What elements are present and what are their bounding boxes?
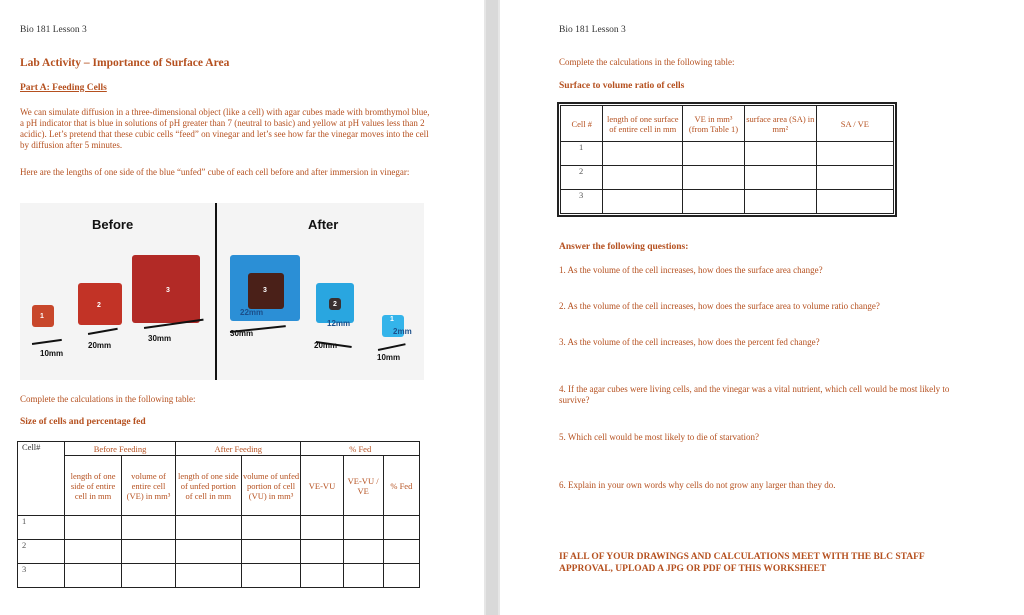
page-header: Bio 181 Lesson 3 bbox=[20, 25, 87, 35]
table-row bbox=[561, 142, 894, 166]
table-row bbox=[561, 190, 894, 214]
answer-cell[interactable] bbox=[65, 564, 122, 588]
answer-cell[interactable] bbox=[176, 516, 242, 540]
answer-cell[interactable] bbox=[816, 142, 893, 166]
answer-cell[interactable] bbox=[683, 142, 745, 166]
cube-number: 3 bbox=[263, 287, 267, 294]
page-divider bbox=[486, 0, 498, 615]
column-header: volume of unfed portion of cell (VU) in mm³ bbox=[241, 456, 301, 516]
cube-number: 1 bbox=[390, 316, 394, 323]
cell-number-header: Cell# bbox=[18, 442, 65, 516]
answer-cell[interactable] bbox=[816, 190, 893, 214]
row-number: 2 bbox=[561, 166, 603, 190]
dimension-line bbox=[32, 339, 62, 345]
question-1: 1. As the volume of the cell increases, how does the surface area change? bbox=[559, 265, 823, 275]
answer-cell[interactable] bbox=[301, 564, 343, 588]
table-row bbox=[18, 540, 420, 564]
table-row bbox=[18, 564, 420, 588]
closing-instruction: IF ALL OF YOUR DRAWINGS AND CALCULATIONS MEET WITH THE BLC STAFF APPROVAL, UPLOAD A JPG OR PDF OF THIS WORKSHEET bbox=[559, 552, 925, 574]
answer-cell[interactable] bbox=[176, 540, 242, 564]
column-header: % Fed bbox=[383, 456, 419, 516]
intro-paragraph: We can simulate diffusion in a three-dimensional object (like a cell) with agar cubes made with bromthymol blue, a pH indicator that is blue in solutions of pH greater than 7 (neutral to basic) and yellow at pH values less than 2 acidic). Let’s pretend that these cubic cells “feed” on vinegar and let’s see how far the vinegar moves into the cell by diffusion after 5 minutes. bbox=[20, 107, 430, 150]
answer-cell[interactable] bbox=[121, 516, 175, 540]
inner-dimension: 2mm bbox=[393, 327, 412, 336]
column-header: length of one side of unfed portion of cell in mm bbox=[176, 456, 242, 516]
dimension-line bbox=[88, 328, 118, 335]
answer-cell[interactable] bbox=[744, 142, 816, 166]
before-dimension: 20mm bbox=[88, 341, 112, 350]
inner-dimension: 22mm bbox=[240, 308, 264, 317]
after-label: After bbox=[308, 217, 339, 232]
answer-cell[interactable] bbox=[121, 564, 175, 588]
answer-cell[interactable] bbox=[65, 516, 122, 540]
questions-heading: Answer the following questions: bbox=[559, 242, 689, 252]
question-3: 3. As the volume of the cell increases, how does the percent fed change? bbox=[559, 337, 820, 347]
column-header: surface area (SA) in mm² bbox=[744, 106, 816, 142]
question-2: 2. As the volume of the cell increases, how does the surface area to volume ratio change? bbox=[559, 301, 880, 311]
column-header: VE-VU / VE bbox=[343, 456, 383, 516]
column-header: Cell # bbox=[561, 106, 603, 142]
before-feeding-header: Before Feeding bbox=[65, 442, 176, 456]
answer-cell[interactable] bbox=[683, 166, 745, 190]
answer-cell[interactable] bbox=[744, 166, 816, 190]
answer-cell[interactable] bbox=[816, 166, 893, 190]
answer-cell[interactable] bbox=[176, 564, 242, 588]
table-title: Size of cells and percentage fed bbox=[20, 417, 146, 427]
answer-cell[interactable] bbox=[343, 540, 383, 564]
after-dimension: 20mm bbox=[314, 341, 338, 350]
column-header: length of one surface of entire cell in mm bbox=[603, 106, 683, 142]
dimension-line bbox=[378, 343, 406, 350]
row-number: 3 bbox=[18, 564, 65, 588]
answer-cell[interactable] bbox=[603, 190, 683, 214]
size-table bbox=[17, 441, 420, 588]
cube-number: 1 bbox=[40, 313, 44, 320]
answer-cell[interactable] bbox=[343, 564, 383, 588]
page-title: Lab Activity – Importance of Surface Area bbox=[20, 57, 230, 69]
before-dimension: 10mm bbox=[40, 349, 64, 358]
question-5: 5. Which cell would be most likely to die of starvation? bbox=[559, 432, 760, 442]
table-row bbox=[561, 166, 894, 190]
part-heading: Part A: Feeding Cells bbox=[20, 83, 107, 93]
ratio-table bbox=[560, 105, 894, 214]
answer-cell[interactable] bbox=[383, 516, 419, 540]
answer-cell[interactable] bbox=[383, 564, 419, 588]
after-dimension: 30mm bbox=[230, 329, 254, 338]
cube-number: 2 bbox=[97, 302, 101, 309]
column-header: volume of entire cell (VE) in mm³ bbox=[121, 456, 175, 516]
answer-cell[interactable] bbox=[383, 540, 419, 564]
answer-cell[interactable] bbox=[65, 540, 122, 564]
answer-cell[interactable] bbox=[603, 166, 683, 190]
lengths-paragraph: Here are the lengths of one side of the blue “unfed” cube of each cell before and after immersion in vinegar: bbox=[20, 167, 410, 177]
cube-number: 2 bbox=[333, 301, 337, 308]
complete-instruction: Complete the calculations in the following table: bbox=[20, 394, 196, 404]
answer-cell[interactable] bbox=[301, 540, 343, 564]
question-6: 6. Explain in your own words why cells do not grow any larger than they do. bbox=[559, 480, 836, 490]
cube-number: 3 bbox=[166, 287, 170, 294]
left-page bbox=[0, 0, 484, 615]
page-header: Bio 181 Lesson 3 bbox=[559, 25, 626, 35]
row-number: 1 bbox=[561, 142, 603, 166]
answer-cell[interactable] bbox=[744, 190, 816, 214]
table-row bbox=[18, 516, 420, 540]
answer-cell[interactable] bbox=[343, 516, 383, 540]
column-header: VE in mm³ (from Table 1) bbox=[683, 106, 745, 142]
answer-cell[interactable] bbox=[121, 540, 175, 564]
inner-dimension: 12mm bbox=[327, 319, 351, 328]
answer-cell[interactable] bbox=[241, 540, 301, 564]
before-dimension: 30mm bbox=[148, 334, 172, 343]
column-header: length of one side of entire cell in mm bbox=[65, 456, 122, 516]
right-page bbox=[500, 0, 1024, 615]
agar-cubes-photo bbox=[20, 203, 424, 380]
row-number: 1 bbox=[18, 516, 65, 540]
answer-cell[interactable] bbox=[603, 142, 683, 166]
answer-cell[interactable] bbox=[241, 564, 301, 588]
column-header: VE-VU bbox=[301, 456, 343, 516]
column-header: SA / VE bbox=[816, 106, 893, 142]
after-dimension: 10mm bbox=[377, 353, 401, 362]
complete-instruction: Complete the calculations in the following table: bbox=[559, 57, 735, 67]
row-number: 2 bbox=[18, 540, 65, 564]
after-feeding-header: After Feeding bbox=[176, 442, 301, 456]
answer-cell[interactable] bbox=[301, 516, 343, 540]
answer-cell[interactable] bbox=[683, 190, 745, 214]
answer-cell[interactable] bbox=[241, 516, 301, 540]
row-number: 3 bbox=[561, 190, 603, 214]
question-4: 4. If the agar cubes were living cells, and the vinegar was a vital nutrient, which cell would be most likely to survive? bbox=[559, 384, 950, 405]
photo-divider bbox=[215, 203, 217, 380]
percent-fed-header: % Fed bbox=[301, 442, 420, 456]
before-label: Before bbox=[92, 217, 134, 232]
table-title: Surface to volume ratio of cells bbox=[559, 81, 685, 91]
